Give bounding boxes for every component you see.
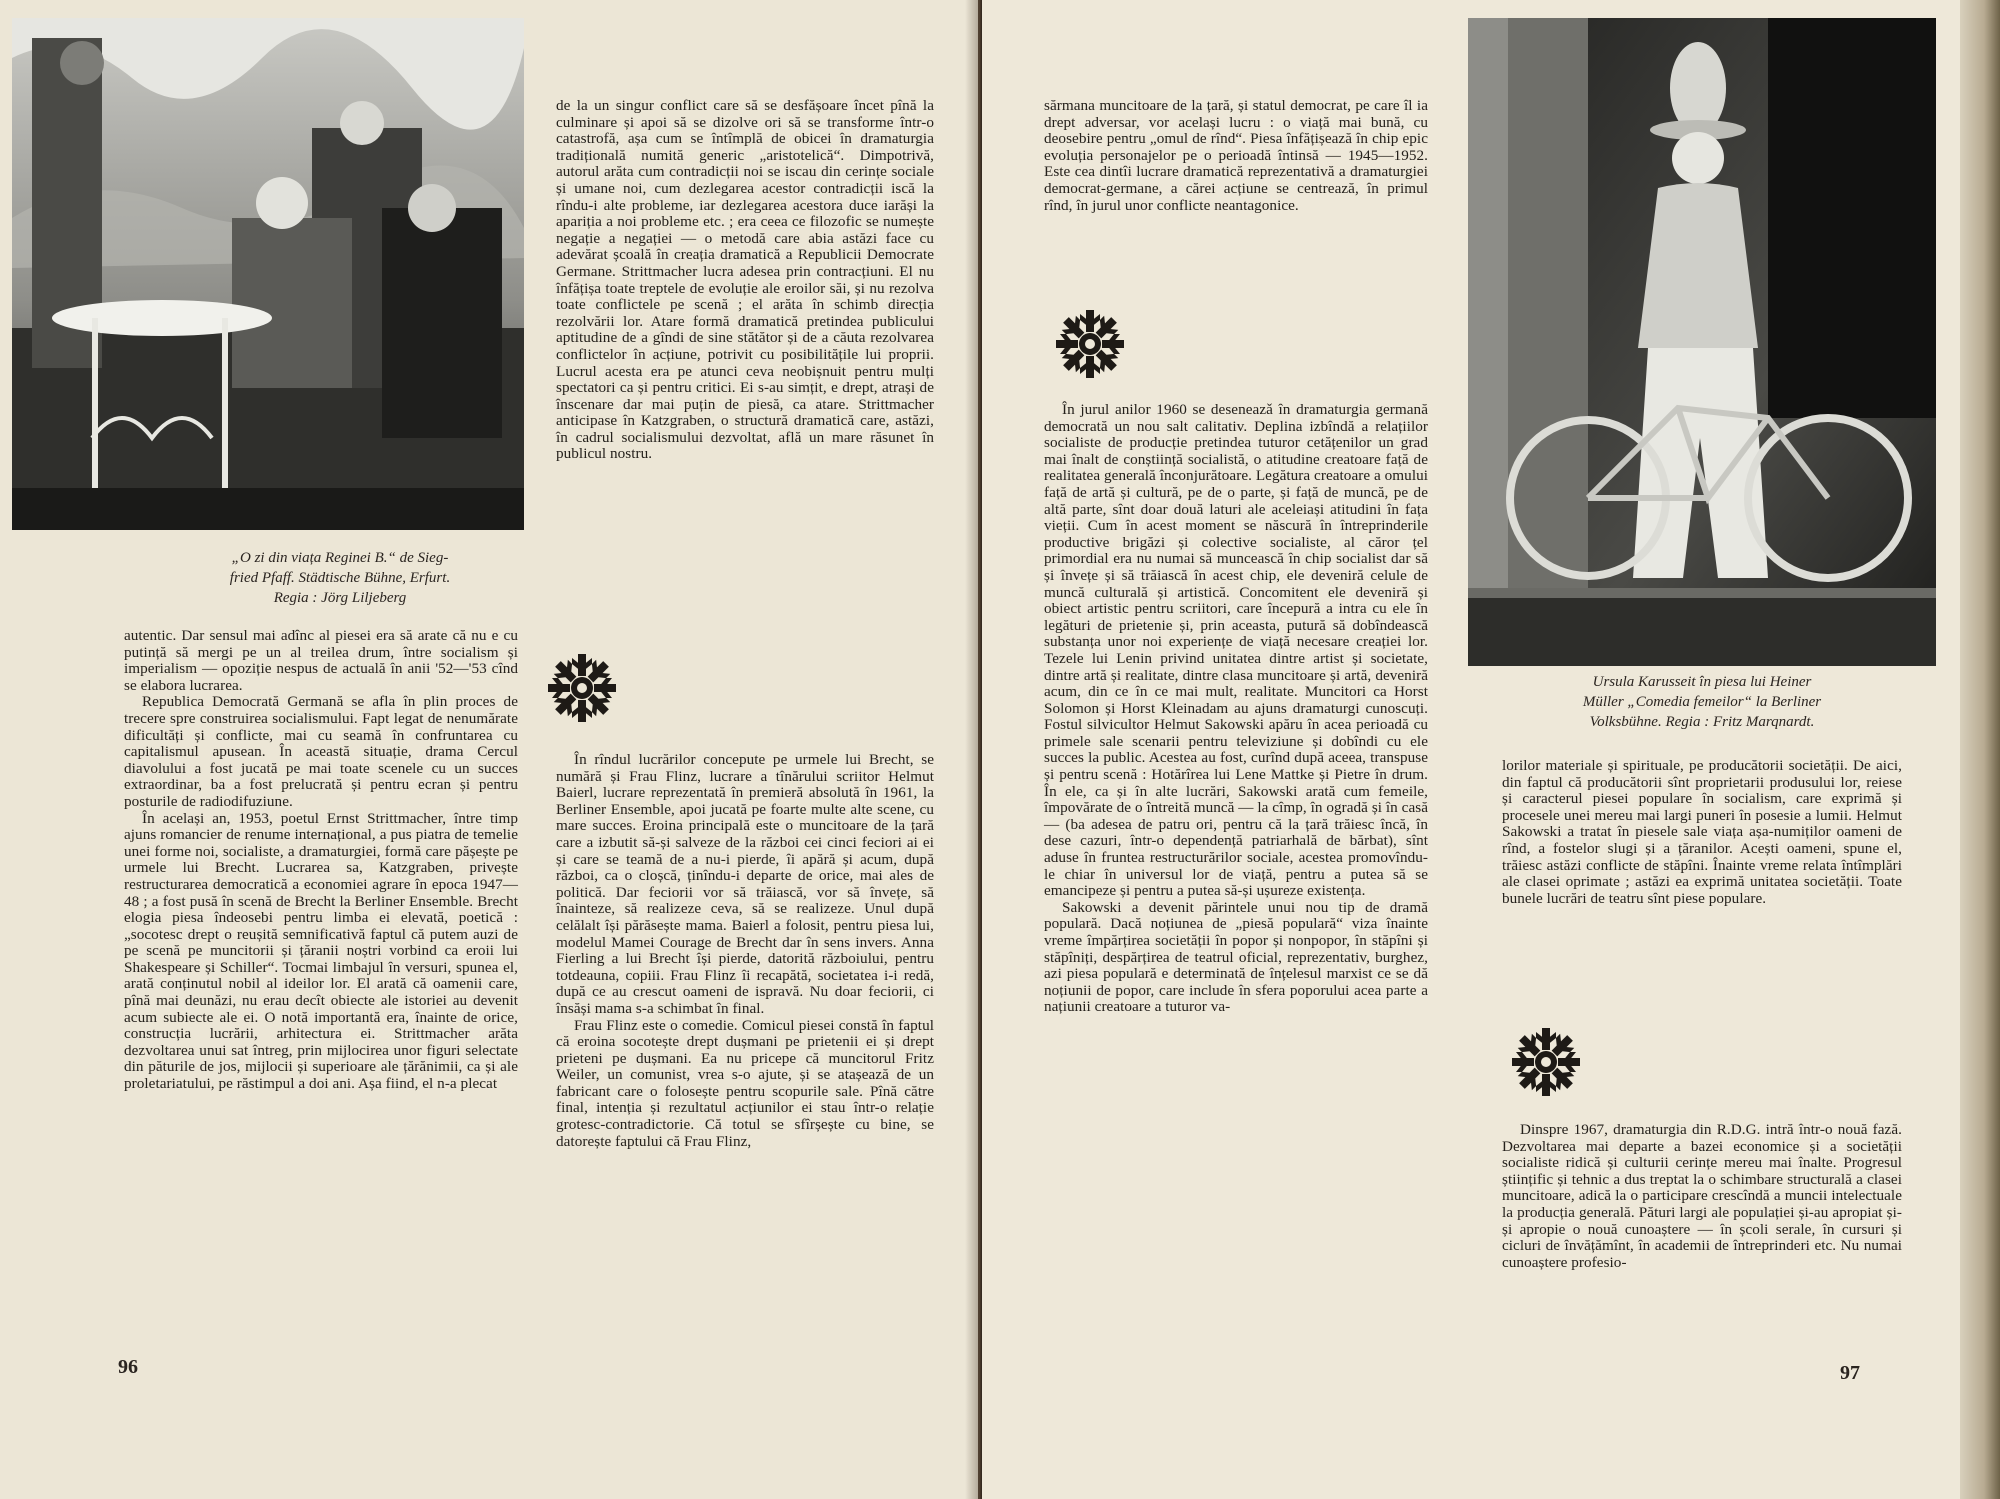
paragraph: autentic. Dar sensul mai adînc al piesei era să arate că nu e cu putință să mergi pe un al treilea drum, între socialism și imperialism — opoziție nespus de actuală în anii '52—'53 cînd se elabora lucrarea. bbox=[124, 627, 518, 694]
paragraph: Sakowski a devenit părintele unui nou tip de dramă populară. Dacă noțiunea de „piesă populară“ viza înainte vreme împărțirea societății în popor și nonpopor, în stăpîni și stăpîniți, despărțirea de teatrul oficial, reprezentativ, burghez, azi piesa populară e determinată de înțelesul marxist ce se dă noțiunii de popor, care include în sfera poporului acea parte a națiunii creatoare a tuturor va- bbox=[1044, 898, 1428, 1016]
snowflake-ornament-icon bbox=[1054, 308, 1126, 380]
right-column-2-top bbox=[1502, 758, 1902, 907]
page-number: 96 bbox=[118, 1356, 138, 1378]
book-page-edges bbox=[1960, 0, 2000, 1499]
photo-caption: „O zi din viața Reginei B.“ de Sieg- fried Pfaff. Städtische Bühne, Erfurt. Regia : Jörg Liljeberg bbox=[229, 550, 451, 606]
left-page bbox=[0, 0, 978, 1499]
paragraph: Frau Flinz este o comedie. Comicul piesei constă în faptul că eroina socotește drept dușmani pe prietenii ei și drept prieteni pe dușmani. Ea nu pricepe că muncitorul Fritz Weiler, un comunist, vrea s-o ajute, și se atașează de un fabricant care o folosește pentru scopurile sale. Pînă către final, intenția și rezultatul acțiunilor ei stau într-o relație grotesc-contradictorie. Că totul se sfîrșește cu bine, se datorește faptului că Frau Flinz, bbox=[556, 1016, 934, 1150]
photo-caption: Ursula Karusseit în piesa lui Heiner Müller „Comedia femeilor“ la Berliner Volksbühne. Regia : Fritz Marqnardt. bbox=[1582, 674, 1822, 730]
paragraph: În rîndul lucrărilor concepute pe urmele lui Brecht, se numără și Frau Flinz, lucrare a tînărului scriitor Helmut Baierl, lucrare reprezentată în premieră absolută în 1961, la Berliner Ensemble, apoi jucată pe foarte multe alte scene, cu mare succes. Eroina principală este o muncitoare de la țară care a izbutit să-și salveze de la război cei cinci feciori ai ei și care se teamă de a nu-i pierde, îi apără și acum, după război, ca o cloșcă, ținîndu-i departe de orice, mai ales de politică. Dar feciorii vor să trăiască, vor să învețe, să înainteze, să realizeze ceva, să se realizeze. Unul după celălalt își părăsește mama. Baierl a folosit, pentru piesa lui, modelul Mamei Courage de Brecht dar în sens invers. Anna Fierling a lui Brecht își pierde, datorită războiului, pentru totdeauna, copiii. Frau Flinz îi recapătă, societatea i-i redă, după ce au crescut oameni de ispravă. Nu doar feciorii, ci însăși mama s-a schimbat în final. bbox=[556, 751, 934, 1017]
theatre-stage-photo bbox=[12, 18, 524, 530]
paragraph: Republica Democrată Germană se afla în plin proces de trecere spre construirea socialismului. Fapt legat de nenumărate dificultăți și conflicte, mai cu seamă în confruntarea cu capitalismul apusean. În această situație, drama Cercul diavolului a fost jucată pe mai toate scenele cu un succes extraordinar, ba a fost prelucrată și pentru ecran și pentru posturile de radiodifuziune. bbox=[124, 693, 518, 810]
stage-scene-illustration bbox=[12, 18, 524, 530]
snowflake-ornament-icon bbox=[1510, 1026, 1582, 1098]
paragraph: sărmana muncitoare de la țară, și statul democrat, pe care îl ia drept adversar, vor același lucru : o viață mai bună, cu deosebire pentru „omul de rînd“. Piesa înfățișează în chip epic evoluția personajelor pe o perioadă întinsă — 1945—1952. Este cea dintîi lucrare dramatică reprezentativă a dramaturgiei democrat-germane, a cărei acțiune se centrează, în primul rînd, în jurul unor conflicte neantagonice. bbox=[1044, 97, 1428, 214]
bicycle-stage-photo bbox=[1468, 18, 1936, 666]
right-page bbox=[982, 0, 2000, 1499]
paragraph: lorilor materiale și spirituale, pe producătorii societății. De aici, din faptul că producătorii sînt proprietarii produsului lor, reiese și caracterul piesei populare în socialism, care exprimă și procesele unei mereu mai largi puneri în posesie a lumii. Helmut Sakowski a tratat în piesele sale viața așa-numiților oameni de rînd, a fostelor slugi și a țăranilor. Acești oameni, spune el, trăiesc astăzi conflicte de stăpîni. Înainte vreme relata întîmplări ale clasei oprimate ; astăzi ea exprimă unitatea societății. Toate bunele lucrări de teatru sînt piese populare. bbox=[1502, 757, 1902, 907]
page-number: 97 bbox=[1840, 1362, 1860, 1384]
paragraph: de la un singur conflict care să se desfășoare încet pînă la culminare și apoi să se dizolve ori să se transforme într-o catastrofă, așa cum se întîmplă de obicei în dramaturgia tradițională numită generic „aristotelică“. Dimpotrivă, autorul arăta cum contradicții noi se iscau din cerințe sociale și umane noi, cum dezlegarea acestor contradicții iscă la rîndu-i alte probleme, iar dezlegarea acestora duce iarăși la apariția a noi probleme etc. ; era ceea ce filozofic se numește negație a negației — o metodă care abia astăzi face cu adevărat școală în creația dramatică a Republicii Democrate Germane. Strittmacher lucra adesea prin contracțiuni. El nu înfățișa toate treptele de evoluție ale eroilor săi, și nu rezolva toate conflictele pe scenă ; el arăta în schimb direcția rezolvării lor. Atare formă dramatică pretindea publicului aptitudine de a gîndi de sine stătător și de a căuta rezolvarea conflictelor în acțiune, potrivit cu posibilitățile lui proprii. Lucrul acesta era pe atunci ceva neobișnuit pentru mulți spectatori ca și pentru critici. Ei s-au simțit, e drept, atrași de înscenare dar mai puțin de piesă, ca atare. Strittmacher anticipase în Katzgraben, o structură dramatică care, astăzi, în cadrul socialismului dezvoltat, află un mare răsunet în publicul nostru. bbox=[556, 97, 934, 463]
snowflake-ornament-icon bbox=[546, 652, 618, 724]
paragraph: În același an, 1953, poetul Ernst Strittmacher, între timp ajuns romancier de renume internațional, a pus piatra de temelie unei forme noi, socialiste, a dramaturgiei, formă care pășește pe urmele lui Brecht. Lucrarea sa, Katzgraben, privește restructurarea democratică a economiei agrare în epoca 1947—48 ; a fost pusă în scenă de Brecht la Berliner Ensemble. Brecht elogia piesa îndeosebi pentru limba ei elevată, poetică : „socotesc drept o reușită semnificativă faptul că putem auzi de pe scenă pe muncitorii și țăranii noștri vorbind ca eroii lui Shakespeare și Schiller“. Tocmai limbajul în versuri, spunea el, arată conținutul nobil al ideilor lor. El arată că oamenii care, pînă mai deunăzi, nu erau decît obiecte ale istoriei au devenit acum subiecte ale ei. O notă importantă era, înainte de orice, construcția lucrării, arhitectura ei. Strittmacher arăta dezvoltarea unui sat întreg, prin mijlocirea unor figuri selectate din păturile de jos, mijlocii și superioare ale țărănimii, ca și ale proletariatului, pe răstimpul a doi ani. Așa fiind, el n-a plecat bbox=[124, 809, 518, 1093]
paragraph: În jurul anilor 1960 se deseneazǎ în dramaturgia germană democrată un nou salt calitativ. Deplina izbîndă a relațiilor socialiste de producție pretindea tuturor cetățenilor un grad mai înalt de conștiință socialistă, o atitudine creatoare față de realitatea generală înconjurătoare. Legătura creatoare a omului față de artă și cultură, pe de o parte, și față de muncă, pe de altă parte, sînt doar două laturi ale aceleiași atitudini în fața vieții. Cum în acest moment se născură în întreprinderile productive brigăzi și colective socialiste, al căror țel primordial era nu numai să muncească în chip socialist dar să și învețe și să trăiască în acest chip, ele deveniră celule de muncă culturală și artistică. Concomitent ele deveniră și obiect artistic pentru scriitori, care începură a intra cu ele în legături de prietenie și, prin aceasta, putură să dobîndească substanța unor noi experiențe de viață necesare creației lor. Tezele lui Lenin privind unitatea dintre artist și societate, dintre artă și realitate, dintre clasa muncitoare și artă, deveniră acum, din ce în ce mai mult, realitate. Muncitori ca Horst Solomon și Horst Kleinadam au ajuns dramaturgi cunoscuți. Fostul silvicultor Helmut Sakowski apăru în acea perioadă cu primele sale scenarii pentru televiziune și dobîndi cu ele succes la public. Acestea au fost, curînd după aceea, transpuse și pentru scenă : Hotărîrea lui Lene Mattke și Pietre în drum. În ele, ca și în alte lucrări, Sakowski arată cum femeile, împovărate de o întreită muncă — la cîmp, în ogradă și în casă — (ba adesea de patru ori, pentru că la țară trăiesc încă, în dese cazuri, într-o dependență patriarhală de bărbat), sînt aduse în fruntea restructurărilor sociale, acestea promovîndu-le chiar în universul lor de viață, pentru a putea să se emancipeze și pentru a putea să-și ușureze existența. bbox=[1044, 401, 1428, 900]
right-column-1-top bbox=[1044, 98, 1428, 214]
left-column-2-top bbox=[556, 98, 934, 463]
left-column-1 bbox=[124, 628, 518, 1093]
paragraph: Dinspre 1967, dramaturgia din R.D.G. intră într-o nouă fază. Dezvoltarea mai departe a bazei economice și a societății socialiste ridică și culturii cerințe mereu mai înalte. Progresul științific și tehnic a dus treptat la o schimbare structurală a clasei muncitoare, adică la o participare crescîndă a muncii intelectuale la producția generală. Pături largi ale populației și-au apropiat și-și apropie o nouă cunoaștere — în școli serale, în cursuri și cicluri de învățămînt, în academii de întreprinderi etc. Nu numai cunoaștere profesio- bbox=[1502, 1121, 1902, 1271]
bicycle-scene-illustration bbox=[1468, 18, 1936, 666]
right-column-2-bottom bbox=[1502, 1122, 1902, 1271]
right-column-1-bottom bbox=[1044, 402, 1428, 1016]
left-column-2-bottom bbox=[556, 752, 934, 1150]
